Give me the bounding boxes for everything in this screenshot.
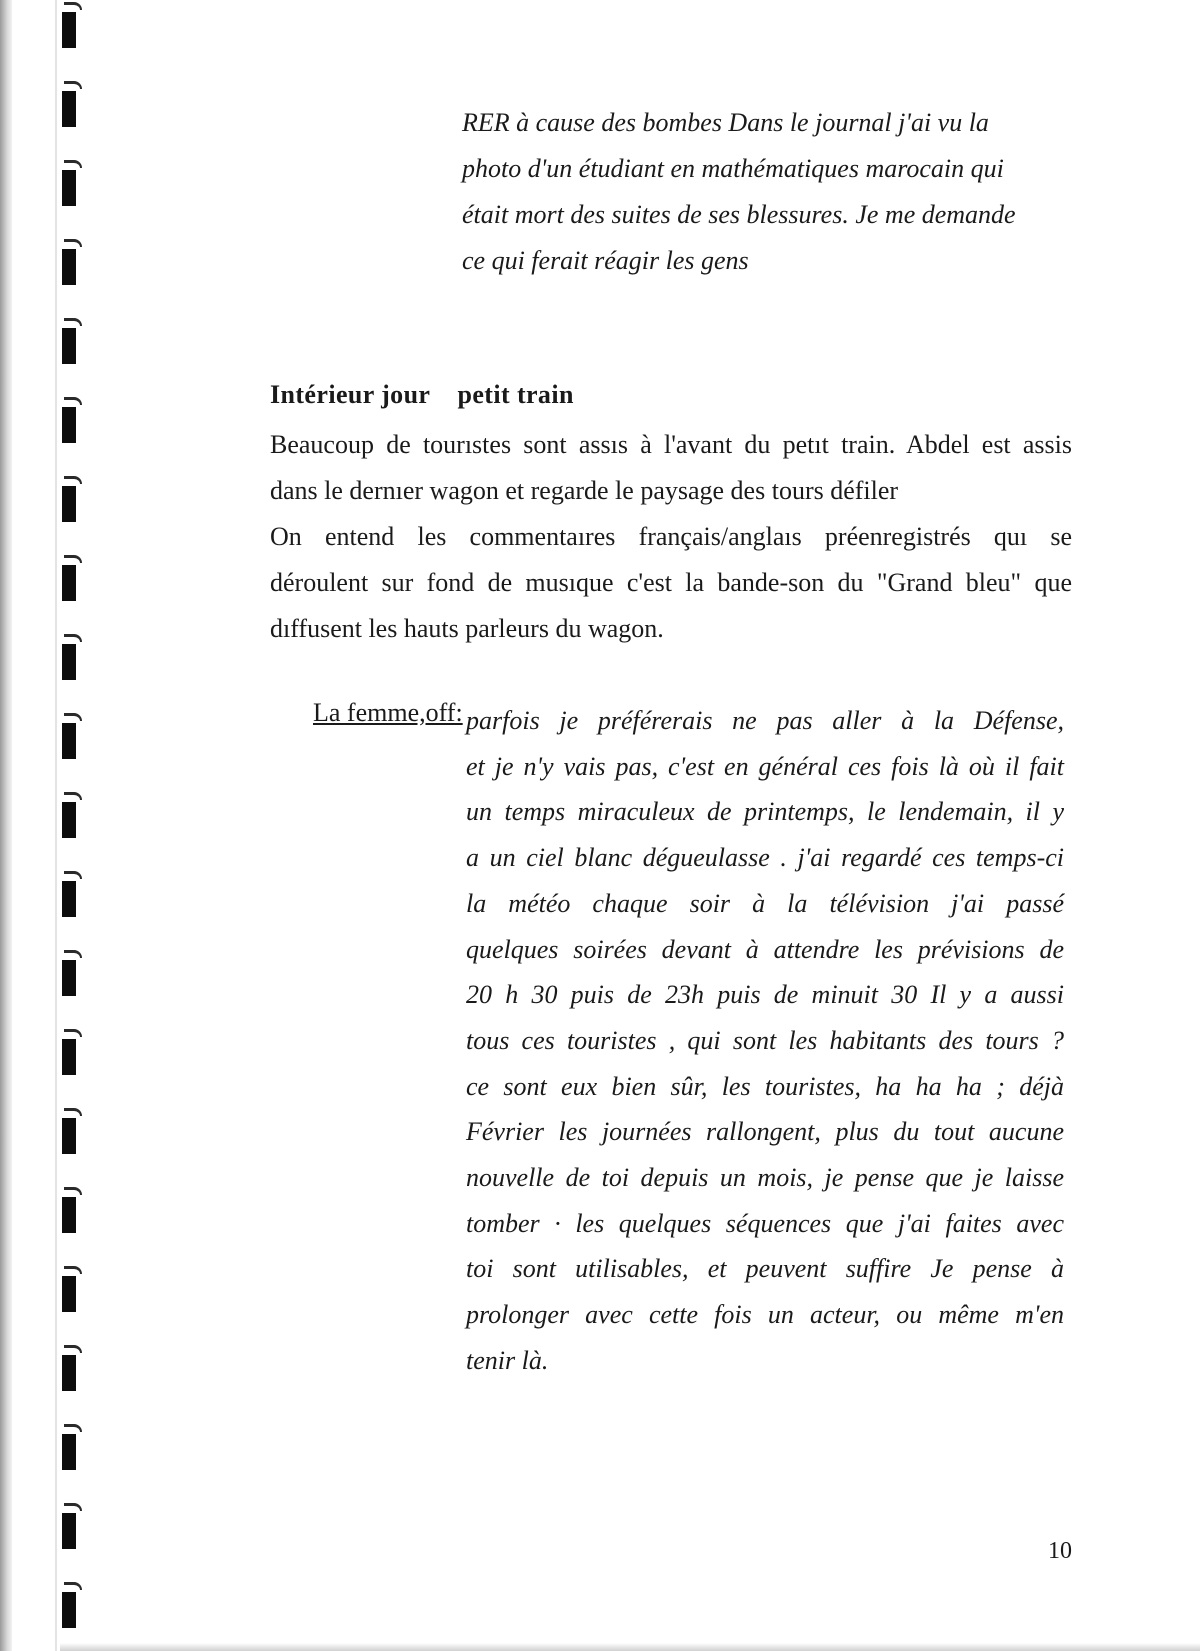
binding-ring-block [62,249,76,285]
binding-ring-hook [64,318,82,326]
scene-action [270,422,1072,652]
dialogue-line: et je n'y vais pas, c'est en général ces fois là où il fait [466,751,1064,781]
dialogue-line: la météo chaque soir à la télévision j'ai passé [466,888,1064,918]
binding-ring-hook [64,555,82,563]
dialogue-line: tous ces touristes , qui sont les habitants des tours ? [466,1025,1064,1055]
binding-ring [60,792,76,838]
binding-ring-hook [64,2,82,10]
binding-ring-hook [64,81,82,89]
binding-ring-hook [64,1424,82,1432]
intro-line: RER à cause des bombes Dans le journal j'ai vu la [462,108,989,137]
binding-ring-hook [64,1503,82,1511]
dialogue-line: 20 h 30 puis de 23h puis de minuit 30 Il y a aussi [466,980,1064,1010]
binding-ring [60,2,76,48]
scene-heading: Intérieur jour petit train [270,380,574,409]
binding-ring-hook [64,1187,82,1195]
binding-ring-hook [64,239,82,247]
binding-ring [60,1266,76,1312]
binding-ring [60,239,76,285]
binding-ring-hook [64,1345,82,1353]
binding-ring [60,81,76,127]
action-line: déroulent sur fond de musıque c'est la bande-son du "Grand bleu" que [270,568,1072,597]
binding-ring-block [62,1276,76,1312]
dialogue-line: nouvelle de toi depuis un mois, je pense que je laisse [466,1163,1064,1193]
binding-ring [60,555,76,601]
binding-ring-block [62,644,76,680]
binding-ring-block [62,1355,76,1391]
binding-ring-hook [64,634,82,642]
binding-ring-hook [64,1266,82,1274]
binding-ring-block [62,1513,76,1549]
binding-ring [60,1424,76,1470]
binding-edge [0,0,12,1651]
dialogue-line: ce sont eux bien sûr, les touristes, ha ha ha ; déjà [466,1071,1064,1101]
action-line: dıffusent les hauts parleurs du wagon. [270,614,664,643]
binding-ring [60,634,76,680]
binding-ring-block [62,1434,76,1470]
binding-ring-block [62,723,76,759]
binding-ring-hook [64,1029,82,1037]
binding-ring-block [62,1592,76,1628]
binding-ring [60,1108,76,1154]
dialogue-line: tomber · les quelques séquences que j'ai faites avec [466,1208,1064,1238]
binding-ring-hook [64,397,82,405]
binding-ring [60,871,76,917]
binding-ring-block [62,960,76,996]
binding-ring [60,476,76,522]
action-line: dans le dernıer wagon et regarde le paysage des tours défiler [270,476,899,505]
binding-ring-hook [64,160,82,168]
binding-ring-block [62,1039,76,1075]
intro-line: était mort des suites de ses blessures. Je me demande [462,200,1016,229]
binding-ring [60,397,76,443]
dialogue-line: a un ciel blanc dégueulasse . j'ai regardé ces temps-ci [466,843,1064,873]
page-number: 10 [1048,1538,1072,1564]
binding-ring [60,1503,76,1549]
binding-ring [60,1345,76,1391]
binding-ring-block [62,881,76,917]
dialogue-line: quelques soirées devant à attendre les prévisions de [466,934,1064,964]
spiral-binding [0,0,95,1651]
binding-ring [60,1029,76,1075]
action-line: On entend les commentaıres français/anglaıs préenregistrés quı se [270,522,1072,551]
binding-ring-hook [64,792,82,800]
binding-ring-hook [64,950,82,958]
binding-ring-block [62,91,76,127]
binding-ring-block [62,12,76,48]
dialogue-line: parfois je préférerais ne pas aller à la Défense, [466,706,1064,735]
binding-ring-hook [64,476,82,484]
binding-ring [60,713,76,759]
dialogue-line: un temps miraculeux de printemps, le lendemain, il y [466,797,1064,827]
dialogue-line: Février les journées rallongent, plus du tout aucune [466,1117,1064,1147]
binding-ring-block [62,328,76,364]
binding-line [55,0,57,1651]
binding-ring-block [62,565,76,601]
binding-ring-hook [64,1108,82,1116]
dialogue-line: toi sont utilisables, et peuvent suffire Je pense à [466,1254,1064,1284]
binding-ring-block [62,1118,76,1154]
dialogue-line: prolonger avec cette fois un acteur, ou même m'en [466,1300,1064,1330]
page-bottom-edge [60,1643,1200,1651]
binding-ring-hook [64,1582,82,1590]
dialogue-text [466,698,1064,1384]
binding-ring-block [62,486,76,522]
dialogue-speaker: La femme,off: [313,698,463,727]
intro-paragraph [462,100,1072,284]
binding-ring-block [62,170,76,206]
binding-ring-block [62,407,76,443]
binding-ring-hook [64,713,82,721]
action-line: Beaucoup de tourıstes sont assıs à l'avant du petıt train. Abdel est assis [270,430,1072,459]
binding-ring-block [62,1197,76,1233]
binding-ring [60,318,76,364]
binding-ring [60,950,76,996]
binding-ring-block [62,802,76,838]
intro-line: ce qui ferait réagir les gens [462,246,749,275]
binding-ring [60,160,76,206]
binding-ring-hook [64,871,82,879]
dialogue-line: tenir là. [466,1345,549,1375]
binding-ring [60,1187,76,1233]
binding-ring [60,1582,76,1628]
intro-line: photo d'un étudiant en mathématiques marocain qui [462,154,1004,183]
